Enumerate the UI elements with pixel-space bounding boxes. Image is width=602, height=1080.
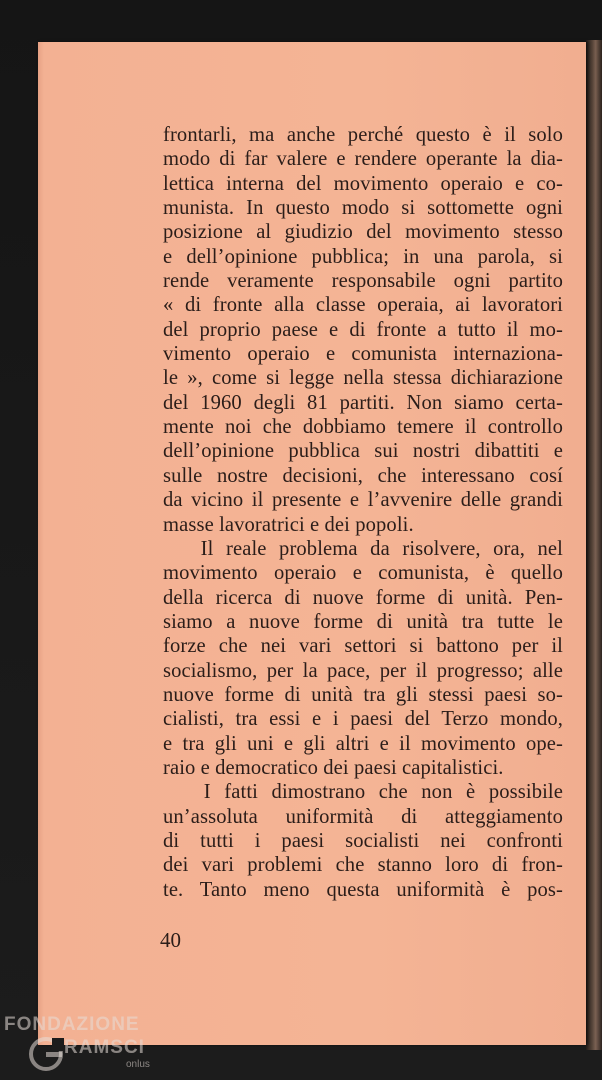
text-line: posizione al giudizio del movimento stesso	[163, 221, 563, 244]
text-line: socialismo, per la pace, per il progresso; alle	[163, 659, 563, 682]
text-line: I fatti dimostrano che non è possibile	[163, 781, 563, 804]
text-line: vimento operaio e comunista internaziona-	[163, 343, 563, 366]
text-line: dei vari problemi che stanno loro di fron-	[163, 854, 563, 877]
text-line: mente noi che dobbiamo temere il controllo	[163, 416, 563, 439]
watermark-suffix: onlus	[126, 1059, 150, 1070]
foundation-watermark	[4, 1014, 174, 1078]
text-line: siamo a nuove forme di unità tra tutte le	[163, 610, 563, 633]
text-line: da vicino il presente e l’avvenire delle grandi	[163, 489, 563, 512]
text-line: un’assoluta uniformità di atteggiamento	[163, 805, 563, 828]
text-line: « di fronte alla classe operaia, ai lavoratori	[163, 294, 563, 317]
text-line: lettica interna del movimento operaio e co-	[163, 172, 563, 195]
body-text	[163, 123, 563, 902]
text-line: te. Tanto meno questa uniformità è pos-	[163, 878, 563, 901]
text-line: munista. In questo modo si sottomette ogni	[163, 197, 563, 220]
text-line: le », come si legge nella stessa dichiarazione	[163, 367, 563, 390]
text-line: e tra gli uni e gli altri e il movimento ope-	[163, 732, 563, 755]
page-edge	[586, 40, 602, 1050]
text-line: frontarli, ma anche perché questo è il solo	[163, 124, 563, 146]
page-number: 40	[160, 928, 181, 952]
text-line: del proprio paese e di fronte a tutto il mo-	[163, 318, 563, 341]
text-line: dell’opinione pubblica sui nostri dibattiti e	[163, 440, 563, 463]
text-line: sulle nostre decisioni, che interessano cosí	[163, 464, 563, 487]
text-line: nuove forme di unità tra gli stessi paesi so-	[163, 683, 563, 706]
text-line: masse lavoratrici e dei popoli.	[163, 513, 414, 536]
text-line: di tutti i paesi socialisti nei confronti	[163, 829, 563, 852]
text-line: raio e democratico dei paesi capitalistici.	[163, 756, 504, 779]
text-line: e dell’opinione pubblica; in una parola, si	[163, 245, 563, 268]
text-line: forze che nei vari settori si battono per il	[163, 635, 563, 658]
text-line: della ricerca di nuove forme di unità. Pen-	[163, 586, 563, 609]
watermark-subtitle: RAMSCI	[64, 1037, 145, 1058]
text-line: modo di far valere e rendere operante la dia-	[163, 148, 563, 171]
text-line: movimento operaio e comunista, è quello	[163, 562, 563, 585]
g-logo-icon	[28, 1036, 64, 1072]
text-line: Il reale problema da risolvere, ora, nel	[163, 537, 563, 560]
text-line: rende veramente responsabile ogni partito	[163, 270, 563, 293]
text-line: del 1960 degli 81 partiti. Non siamo certa-	[163, 391, 563, 414]
text-line: cialisti, tra essi e i paesi del Terzo mondo,	[163, 708, 563, 731]
watermark-title: FONDAZIONE	[4, 1014, 140, 1035]
